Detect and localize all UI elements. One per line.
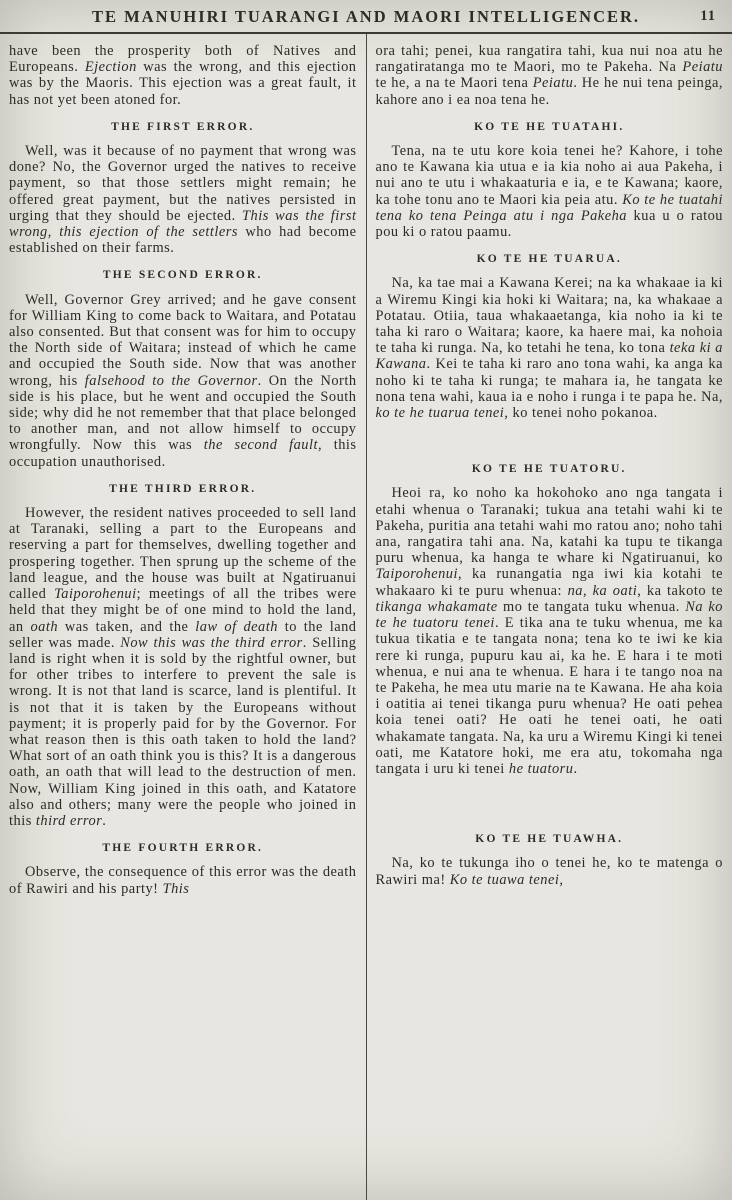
section-heading-he-tuarua: KO TE HE TUARUA.: [476, 253, 622, 266]
italic-text: Now this was the third error: [120, 634, 303, 651]
italic-text: This: [162, 880, 190, 897]
paragraph-continuation: ora tahi; penei, kua rangatira tahi, kua nui noa atu he rangatiratanga mo te Maori, mo te Pakeha. Na Peiatu te he, a na te Maori tena Peiatu. He he nui tena peinga, kahore ano i ea noa tena he.: [375, 43, 723, 108]
italic-text: Peiatu: [532, 75, 574, 92]
italic-text: teka ki a Kawana: [375, 340, 723, 373]
section-heading-first-error: THE FIRST ERROR.: [111, 120, 255, 133]
right-column: [367, 34, 732, 1200]
section-heading-he-tuatahi: KO TE HE TUATAHI.: [474, 120, 625, 133]
italic-text: ko te he tuarua tenei: [375, 405, 505, 422]
italic-text: na, ka oati: [567, 582, 638, 599]
paragraph-continuation: have been the prosperity both of Natives and Europeans. Ejection was the wrong, and this ejection was by the Maoris. This ejection was a great fault, it has not yet been atoned for.: [9, 43, 357, 108]
page-title: TE MANUHIRI TUARANGI AND MAORI INTELLIGENCER.: [91, 7, 641, 26]
paragraph: However, the resident natives proceeded to sell land at Taranaki, selling a part to the Europeans and reserving a part for themselves, dwelling together and prospering together. Then sprung up the scheme of the land league, and the house was built at Ngatiruanui called Taiporohenui; meetings of all the tribes were held that they might be of one mind to hold the land, an oath was taken, and the law of death to the land seller was made. Now this was the third error. Selling land is right when it is sold by the rightful owner, but for other tribes to interfere to prevent the sale is wrong. It is not that land is scarce, land is plentiful. It is not that it is taken by the Europeans without payment; it is properly paid for by the Governor. For what reason then is this oath taken to hold the land? What sort of an oath think you is this? It is a dangerous oath, an oath that will lead to the destruction of men. Now, William King joined in this oath, and Katatore also and others; many were the people who joined in this third error.: [9, 505, 357, 829]
italic-text: This was the first wrong, this ejection of the settlers: [9, 207, 357, 241]
paragraph: Well, was it because of no payment that wrong was done? No, the Governor urged the natives to receive payment, so that those settlers might remain; he offered great payment, but the natives persisted in urging that they should be ejected. This was the first wrong, this ejection of the settlers who had become established on their farms.: [9, 143, 357, 257]
italic-text: law of death: [195, 618, 278, 635]
paragraph: Heoi ra, ko noho ka hokohoko ano nga tangata i etahi whenua o Taranaki; tukua ana tetahi wahi ki te Pakeha, puritia ana tetahi wahi mo ratou ano; noho tahi ana, rangatira tahi ana. Na, katahi ka tupu te tikanga puru whenua, ka hanga te whare ki Ngatiruanui, ko Taiporohenui, ka runangatia nga iwi kia kotahi te whakaaro ki te puru whenua: na, ka oati, ka takoto te tikanga whakamate mo te tangata tuku whenua. Na ko te he tuatoru tenei. E tika ana te tuku whenua, me ka tukua tikatia e te tangata nona; tena ko te iwi ke kia rere ki runga, pupuru kau ai, ka he. E hara i te moti whenua, e nui ana te whenua. E hara i te tango noa na te Pakeha, he mea utu marie na te Kawana. He aha koia i oatitia ai tenei tikanga puru whenua? He oati pehea koia tenei oati? He oati he tenei oati, he oati whakamate tangata. Na, ka uru a Wiremu Kingi ki tenei oati, me Katatore hoki, me era atu, tokomaha nga tangata i uru ki tenei he tuatoru.: [375, 485, 724, 777]
paragraph: Well, Governor Grey arrived; and he gave consent for William King to come back to Waitara, and Potatau also consented. But that consent was for him to occupy the North side of Waitara; instead of which he came and occupied the South side. Now that was another wrong, his falsehood to the Governor. On the North side is his place, but he went and occupied the South side; why did he not remember that that place belonged to another man, and not allow himself to occupy wrongfully. Now this was the second fault, this occupation unauthorised.: [9, 291, 357, 470]
section-heading-fourth-error: THE FOURTH ERROR.: [102, 842, 264, 855]
page-number: 11: [700, 8, 716, 24]
italic-text: Ko te tuawa tenei,: [449, 871, 564, 888]
italic-text: Ko te he tuatahi tena ko tena Peinga atu i nga Pakeha: [375, 191, 723, 224]
italic-text: Na ko te he tuatoru tenei: [375, 598, 724, 632]
italic-text: third error: [35, 812, 103, 829]
italic-text: tikanga whakamate: [375, 598, 498, 615]
italic-text: the second fault: [203, 437, 318, 454]
italic-text: Peiatu: [682, 59, 723, 76]
section-heading-he-tuatoru: KO TE HE TUATORU.: [471, 463, 627, 476]
paragraph: Na, ko te tukunga iho o tenei he, ko te matenga o Rawiri ma! Ko te tuawa tenei,: [375, 855, 723, 888]
italic-text: oath: [30, 618, 59, 635]
paragraph: Na, ka tae mai a Kawana Kerei; na ka whakaae ia ki a Wiremu Kingi kia hoki ki Waitara; na, ka whakaae a Potatau. Otiia, taua whakaaetanga, kia noho ia ki te taha ki raro o Waitara; kaore, ka haere mai, ka nohoia te taha ki runga. Na, ko tetahi he tena, ko tona teka ki a Kawana. Kei te taha ki raro ano tona wahi, ka anga ka noho ki te taha ki runga; te mahara ia, he tangata ke nona tena wahi, kaua ia e noho i runga i te papa he. Na, ko te he tuarua tenei, ko tenei noho pokanoa.: [375, 275, 723, 422]
italic-text: he tuatoru: [508, 760, 574, 777]
section-heading-he-tuawha: KO TE HE TUAWHA.: [475, 833, 624, 846]
italic-text: falsehood to the Governor: [84, 372, 258, 389]
section-heading-second-error: THE SECOND ERROR.: [102, 269, 263, 282]
masthead: [0, 0, 732, 34]
paragraph: Tena, na te utu kore koia tenei he? Kahore, i tohe ano te Kawana kia utua e ia kia noho ai aua Pakeha, i nui ano te utu i whakaaturia e ia, e te Kawana; kaore, ka tohe tonu ano te Maori kia peia atu. Ko te he tuatahi tena ko tena Peinga atu i nga Pakeha kua u o ratou pou ki o ratou paamu.: [375, 143, 723, 241]
section-heading-third-error: THE THIRD ERROR.: [109, 482, 257, 495]
paragraph: Observe, the consequence of this error was the death of Rawiri and his party! This: [9, 864, 357, 897]
page-body: [0, 34, 732, 1200]
italic-text: Taiporohenui: [54, 586, 137, 603]
italic-text: Ejection: [84, 59, 137, 76]
left-column: [0, 34, 366, 1200]
italic-text: Taiporohenui: [375, 566, 458, 583]
